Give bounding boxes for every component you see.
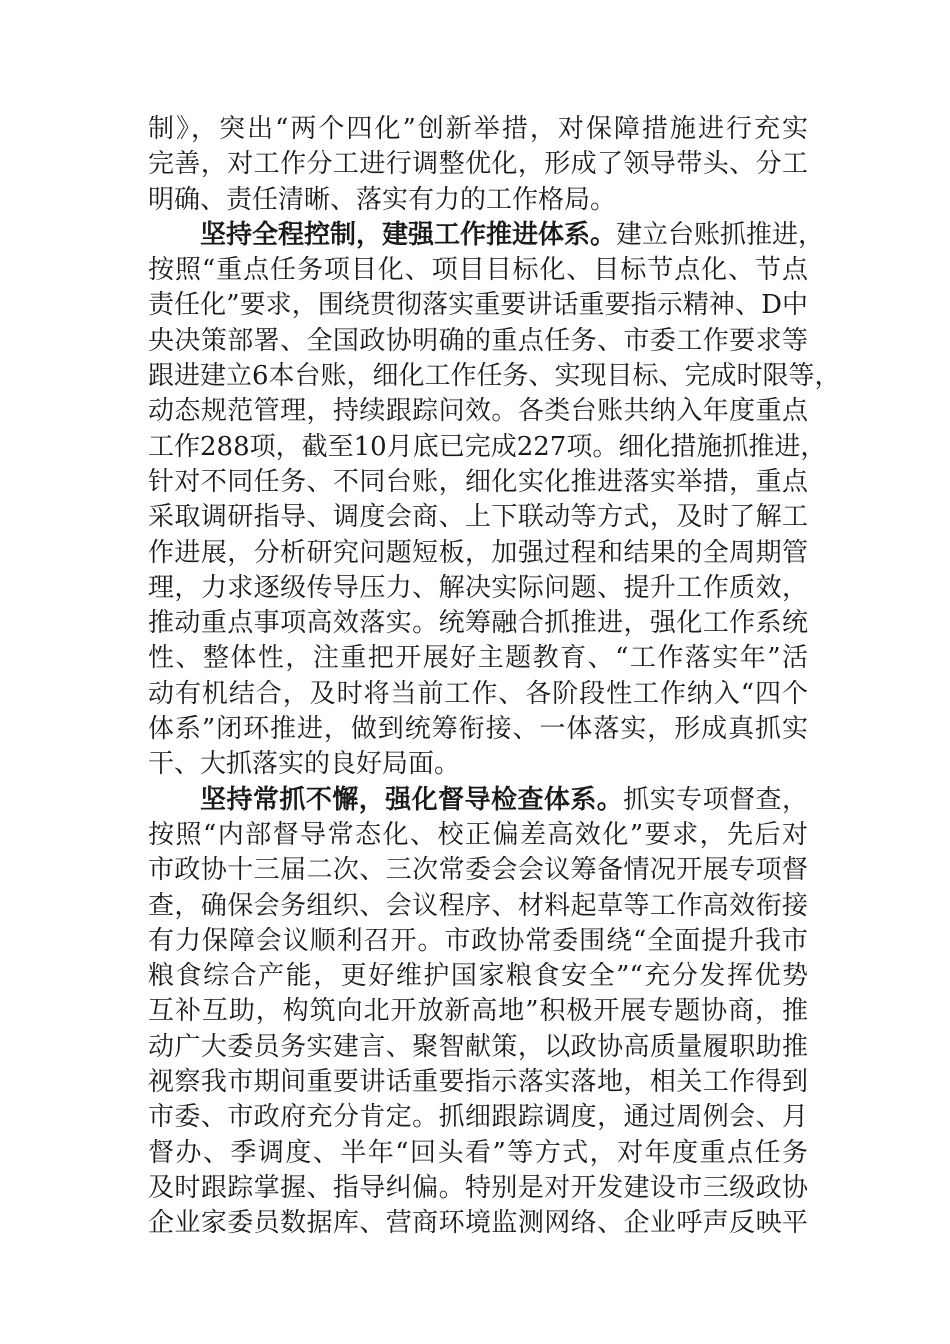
p3-first-line bbox=[148, 783, 808, 818]
p1-line-3: 明确、责任清晰、落实有力的工作格局。 bbox=[148, 184, 617, 215]
p3-first-line-rest: 抓实专项督查， bbox=[623, 784, 808, 815]
p3-line-11: 督办、季调度、半年“回头看”等方式，对年度重点任务 bbox=[148, 1137, 808, 1168]
p2-line-12: 推动重点事项高效落实。统筹融合抓推进，强化工作系统 bbox=[148, 608, 808, 639]
p2-line-7: 工作288项，截至10月底已完成227项。细化措施抓推进， bbox=[148, 431, 827, 462]
p2-line-5: 跟进建立6本台账，细化工作任务、实现目标、完成时限等， bbox=[148, 361, 841, 392]
p2-line-10: 作进展，分析研究问题短板，加强过程和结果的全周期管 bbox=[148, 537, 808, 568]
p2-line-13: 性、整体性，注重把开展好主题教育、“工作落实年”活 bbox=[148, 643, 808, 674]
p2-line-4: 央决策部署、全国政协明确的重点任务、市委工作要求等 bbox=[148, 325, 808, 356]
p2-line-6: 动态规范管理，持续跟踪问效。各类台账共纳入年度重点 bbox=[148, 396, 808, 427]
p2-line-8: 针对不同任务、不同台账，细化实化推进落实举措，重点 bbox=[148, 466, 808, 497]
p2-line-3: 责任化”要求，围绕贯彻落实重要讲话重要指示精神、D中 bbox=[148, 290, 808, 321]
p1-line-2: 完善，对工作分工进行调整优化，形成了领导带头、分工 bbox=[148, 149, 808, 180]
p3-line-9: 视察我市期间重要讲话重要指示落实落地，相关工作得到 bbox=[148, 1067, 808, 1098]
p3-line-5: 有力保障会议顺利召开。市政协常委围绕“全面提升我市 bbox=[148, 925, 808, 956]
p3-heading: 坚持常抓不懈，强化督导检查体系。 bbox=[200, 784, 624, 815]
p3-line-10: 市委、市政府充分肯定。抓细跟踪调度，通过周例会、月 bbox=[148, 1102, 808, 1133]
p3-line-12: 及时跟踪掌握、指导纠偏。特别是对开发建设市三级政协 bbox=[148, 1172, 808, 1203]
p2-first-line bbox=[148, 218, 825, 253]
p2-heading: 坚持全程控制，建强工作推进体系。 bbox=[200, 219, 617, 250]
p2-line-11: 理，力求逐级传导压力、解决实际问题、提升工作质效， bbox=[148, 572, 808, 603]
p2-first-line-rest: 建立台账抓推进， bbox=[616, 219, 825, 250]
p3-line-3: 市政协十三届二次、三次常委会会议筹备情况开展专项督 bbox=[148, 855, 808, 886]
p2-line-2: 按照“重点任务项目化、项目目标化、目标节点化、节点 bbox=[148, 255, 808, 286]
p2-line-9: 采取调研指导、调度会商、上下联动等方式，及时了解工 bbox=[148, 502, 808, 533]
document-body bbox=[148, 112, 841, 1242]
p3-line-4: 查，确保会务组织、会议程序、材料起草等工作高效衔接 bbox=[148, 890, 808, 921]
p3-line-2: 按照“内部督导常态化、校正偏差高效化”要求，先后对 bbox=[148, 819, 808, 850]
p1-line-1: 制》，突出“两个四化”创新举措，对保障措施进行充实 bbox=[148, 114, 808, 144]
p2-line-14: 动有机结合，及时将当前工作、各阶段性工作纳入“四个 bbox=[148, 678, 808, 709]
p2-line-16: 干、大抓落实的良好局面。 bbox=[148, 749, 461, 780]
p3-line-8: 动广大委员务实建言、聚智献策，以政协高质量履职助推 bbox=[148, 1031, 808, 1062]
p3-line-6: 粮食综合产能，更好维护国家粮食安全”“充分发挥优势 bbox=[148, 961, 808, 992]
p3-line-7: 互补互助，构筑向北开放新高地”积极开展专题协商，推 bbox=[148, 996, 808, 1027]
p3-line-13: 企业家委员数据库、营商环境监测网络、企业呼声反映平 bbox=[148, 1208, 808, 1239]
p2-line-15: 体系”闭环推进，做到统筹衔接、一体落实，形成真抓实 bbox=[148, 714, 808, 745]
